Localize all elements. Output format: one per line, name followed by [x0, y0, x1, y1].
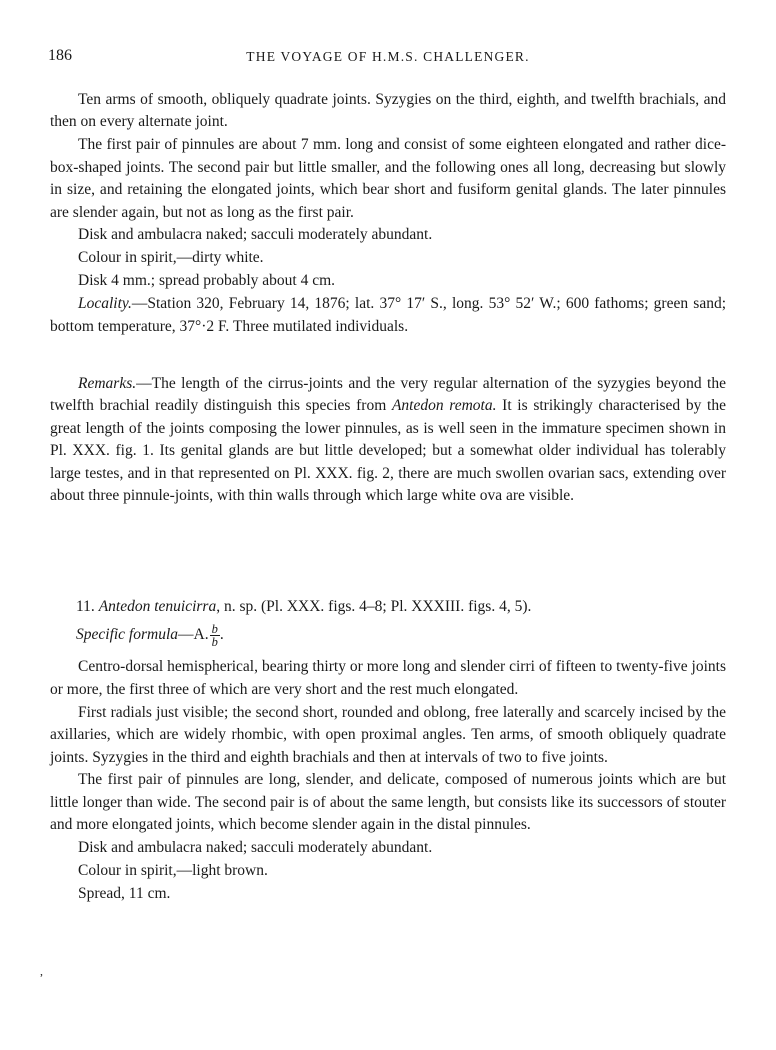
paragraph-spread: Disk 4 mm.; spread probably about 4 cm.: [78, 272, 335, 290]
locality-label: Locality.: [78, 295, 132, 313]
specific-formula: [50, 622, 726, 648]
remarks-label: Remarks.: [78, 375, 137, 392]
species-11-section: [50, 596, 726, 906]
species-number: 11.: [76, 598, 99, 615]
paragraph-pinnules-11: The first pair of pinnules are long, slender, and delicate, composed of numerous joints which are but little longer than wide. The second pair is of about the same length, but consists like its successors of stouter and more elongated joints, which become slender again in the distal pinnules.: [50, 771, 726, 834]
paragraph-pinnules: The first pair of pinnules are about 7 mm. long and consist of some eighteen elongated and rather dice-box-shaped joints. The second pair but little smaller, and the following ones all long, decreasing but slowly in size, and retaining the elongated joints, which bear short and fusiform genital glands. The later pinnules are slender again, but not as long as the first pair.: [50, 136, 726, 221]
formula-prefix: —A.: [178, 626, 209, 644]
running-head: [48, 47, 728, 69]
formula-end: .: [219, 626, 224, 644]
species-heading: [50, 596, 726, 618]
paragraph-locality: [50, 293, 726, 338]
species-description-continued: [50, 89, 726, 338]
paragraph-radials: First radials just visible; the second short, rounded and oblong, free laterally and scarcely incised by the axillaries, which are widely rhombic, with open proximal angles. Ten arms, of smooth obliquely quadrate joints. Syzygies in the third and eighth brachials and then at intervals of two to five joints.: [50, 703, 726, 766]
formula-label: Specific formula: [76, 626, 179, 644]
paragraph-arms: Ten arms of smooth, obliquely quadrate joints. Syzygies on the third, eighth, and twelfth brachials, and then on every alternate joint.: [50, 91, 726, 131]
paragraph-spread-11: Spread, 11 cm.: [78, 884, 171, 902]
paragraph-disk-11: Disk and ambulacra naked; sacculi moderately abundant.: [78, 839, 433, 857]
formula-denominator: b: [211, 635, 218, 650]
margin-mark: ,: [40, 964, 43, 978]
paragraph-disk: Disk and ambulacra naked; sacculi moderately abundant.: [78, 226, 433, 244]
remarks-text-1: —The length of the cirrus-joints and the very regular alternation of the syzygies beyond the twelfth brachial readily distinguish this species from: [50, 375, 726, 415]
remarks-species-ref: Antedon remota.: [391, 397, 497, 415]
formula-numerator: b: [211, 622, 218, 637]
page-number: 186: [48, 47, 72, 64]
paragraph-remarks: [50, 373, 726, 507]
species-heading-rest: , n. sp. (Pl. XXX. figs. 4–8; Pl. XXXIII. figs. 4, 5).: [216, 598, 532, 615]
remarks-section: [50, 373, 726, 508]
locality-text: —Station 320, February 14, 1876; lat. 37° 17′ S., long. 53° 52′ W.; 600 fathoms; green sand; bottom temperature, 37°·2 F. Three mutilated individuals.: [50, 295, 726, 335]
paragraph-centro-dorsal: Centro-dorsal hemispherical, bearing thirty or more long and slender cirri of fifteen to twenty-five joints or more, the first three of which are very short and the rest much elongated.: [50, 658, 726, 698]
paragraph-colour-11: Colour in spirit,—light brown.: [78, 862, 268, 880]
remarks-text-2: It is strikingly characterised by the great length of the joints composing the lower pinnules, as is well seen in the immature specimen shown in Pl. XXX. fig. 1. Its genital glands are but little developed; but a somewhat older individual has tolerably large testes, and in that represented on Pl. XXX. fig. 2, there are much swollen ovarian sacs, extending over about three pinnule-joints, with thin walls through which large white ova are visible.: [50, 397, 726, 505]
species-name: Antedon tenuicirra: [98, 598, 217, 615]
formula-fraction: [210, 623, 220, 648]
running-title: THE VOYAGE OF H.M.S. CHALLENGER.: [246, 49, 530, 64]
paragraph-colour: Colour in spirit,—dirty white.: [78, 249, 264, 267]
